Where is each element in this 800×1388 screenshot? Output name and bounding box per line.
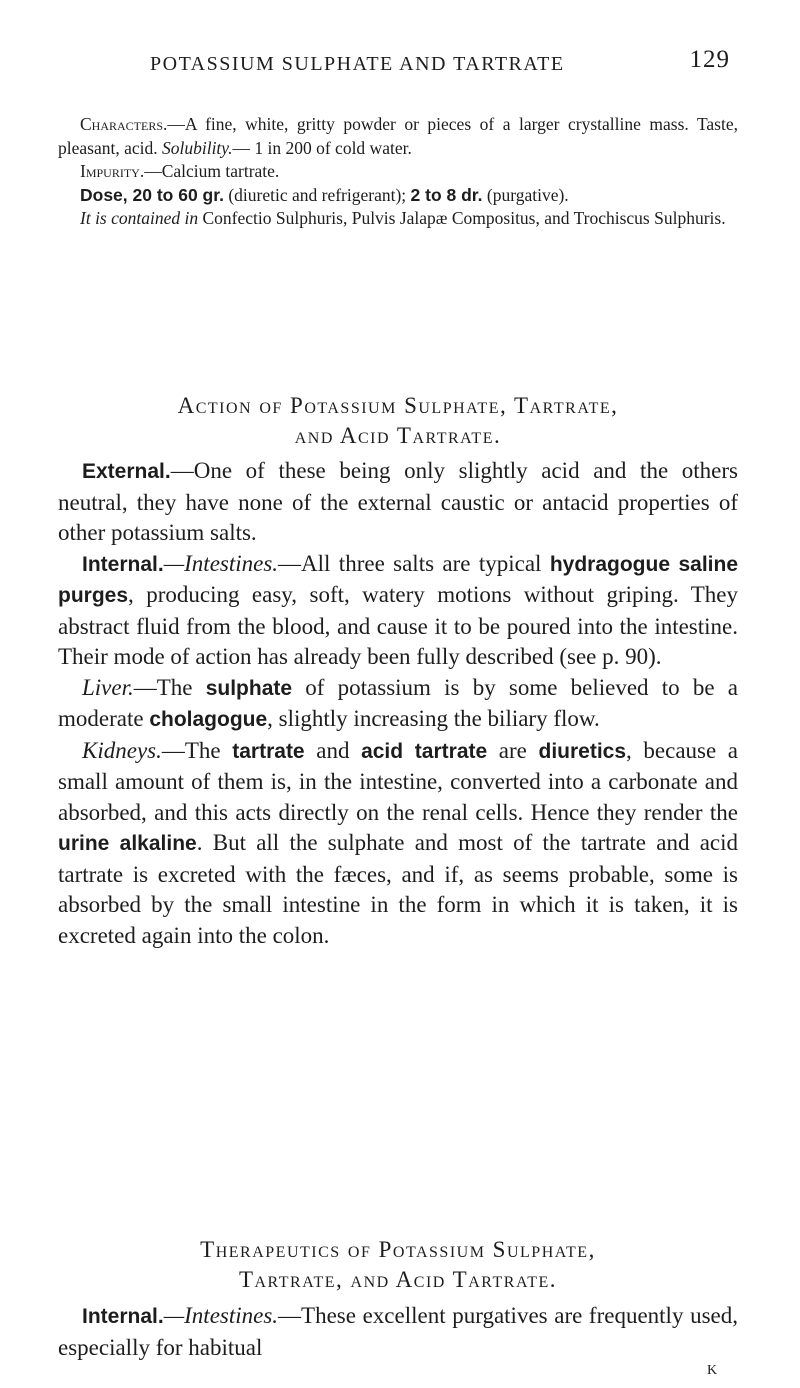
therapeutics-body bbox=[58, 1301, 738, 1363]
kidneys-text-1: —The bbox=[161, 737, 233, 763]
contained-label: It is contained in bbox=[80, 208, 199, 228]
therapeutics-internal-paragraph bbox=[58, 1301, 738, 1363]
kidneys-text-4: , because a small amount of them is, in the intestine, converted into a carbonate and absorbed, and this acts directly on the renal cells. Hence they render the bbox=[58, 737, 739, 825]
kidneys-paragraph bbox=[58, 736, 738, 952]
liver-paragraph bbox=[58, 673, 738, 736]
kidneys-label: Kidneys. bbox=[82, 737, 162, 763]
liver-text-2: of potassium is by some believed to be a moderate bbox=[58, 674, 738, 731]
running-header bbox=[150, 46, 730, 77]
liver-bold-2: cholagogue bbox=[149, 708, 268, 731]
liver-bold-1: sulphate bbox=[205, 676, 293, 700]
liver-text-1: —The bbox=[133, 674, 206, 700]
characters-text: —A fine, white, gritty powder or pieces of a larger crystalline mass. Taste, pleasant, acid. bbox=[58, 114, 738, 158]
solubility-label: Solubility. bbox=[161, 137, 233, 158]
dose-paragraph bbox=[58, 184, 738, 208]
running-title: POTASSIUM SULPHATE AND TARTRATE bbox=[150, 53, 565, 75]
kidneys-bold-1: tartrate bbox=[232, 739, 305, 763]
impurity-paragraph bbox=[58, 160, 738, 184]
dose-text-1: (diuretic and refrigerant); bbox=[223, 184, 411, 205]
internal-text-1: —All three salts are typical bbox=[278, 550, 550, 576]
therapeutics-heading bbox=[58, 1235, 738, 1295]
intestines-label: —Intestines. bbox=[163, 550, 279, 576]
kidneys-bold-3: diuretics bbox=[538, 739, 627, 763]
internal-text-2: , producing easy, soft, watery motions without griping. They abstract fluid from the blood, and cause it to be poured into the intestine. Their mode of action has already been fully described (see p. 90). bbox=[58, 582, 738, 669]
dose-label: Dose, 20 to 60 gr. bbox=[80, 184, 224, 205]
therapeutics-heading-line-2: Tartrate, and Acid Tartrate. bbox=[238, 1267, 558, 1292]
page-number: 129 bbox=[689, 46, 730, 73]
action-heading-line-1: Action of Potassium Sulphate, Tartrate, bbox=[177, 393, 619, 418]
internal-label: Internal. bbox=[82, 552, 164, 576]
external-paragraph bbox=[58, 456, 738, 549]
solubility-text: — 1 in 200 of cold water. bbox=[232, 137, 412, 158]
action-body bbox=[58, 456, 738, 951]
therapeutics-heading-line-1: Therapeutics of Potassium Sulphate, bbox=[200, 1237, 596, 1262]
internal-paragraph bbox=[58, 549, 738, 673]
dose-text-2: (purgative). bbox=[482, 184, 569, 205]
liver-label: Liver. bbox=[82, 674, 134, 700]
internal-bold-1: hydragogue saline purges bbox=[58, 552, 738, 607]
liver-text-3: , slightly increasing the biliary flow. bbox=[267, 706, 600, 731]
characters-label: Characters. bbox=[80, 114, 168, 134]
drug-characters-block bbox=[58, 113, 738, 231]
contained-paragraph bbox=[58, 207, 738, 231]
therapeutics-internal-text: —These excellent purgatives are frequently used, especially for habitual bbox=[58, 1303, 738, 1360]
kidneys-bold-2: acid tartrate bbox=[361, 739, 488, 763]
external-label: External. bbox=[82, 460, 171, 483]
characters-paragraph bbox=[58, 113, 738, 160]
external-text: —One of these being only slightly acid and the others neutral, they have none of the external caustic or antacid properties of other potassium salts. bbox=[58, 458, 738, 545]
kidneys-bold-4: urine alkaline bbox=[58, 832, 197, 855]
signature-mark: K bbox=[707, 1363, 718, 1378]
impurity-label: Impurity. bbox=[80, 161, 145, 181]
kidneys-text-2: and bbox=[304, 737, 362, 763]
therapeutics-internal-label: Internal. bbox=[82, 1305, 164, 1328]
kidneys-text-3: are bbox=[487, 737, 539, 763]
action-heading bbox=[58, 391, 738, 451]
kidneys-text-5: . But all the sulphate and most of the tartrate and acid tartrate is excreted with the fæces, and if, as seems probable, some is absorbed by the small intestine in the form in which it is taken, it is excreted again into the colon. bbox=[58, 830, 738, 948]
dose-amount-2: 2 to 8 dr. bbox=[410, 184, 483, 205]
contained-text: Confectio Sulphuris, Pulvis Jalapæ Compositus, and Trochiscus Sulphuris. bbox=[198, 208, 726, 228]
therapeutics-intestines-label: —Intestines. bbox=[163, 1303, 279, 1328]
impurity-text: —Calcium tartrate. bbox=[144, 161, 280, 181]
action-heading-line-2: and Acid Tartrate. bbox=[294, 423, 502, 448]
